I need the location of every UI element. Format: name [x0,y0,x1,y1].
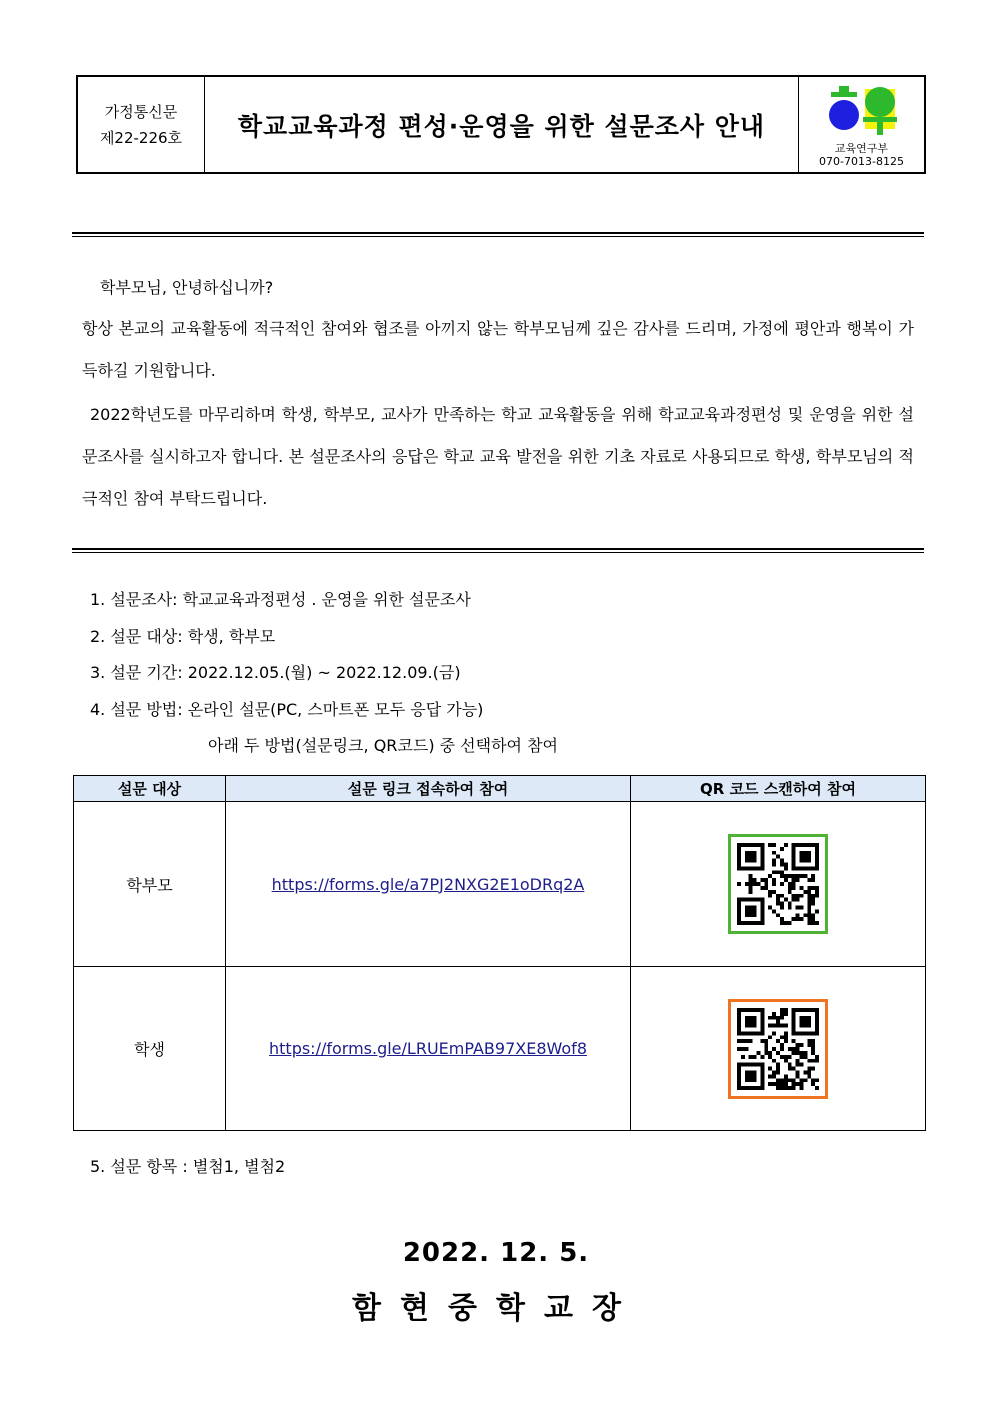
header-qr: QR 코드 스캔하여 참여 [631,776,926,802]
top-divider [72,232,924,237]
info-item-5: 5. 설문 항목 : 별첨1, 별첨2 [90,1157,286,1176]
department-phone: 070-7013-8125 [819,155,904,168]
student-qr-code-icon[interactable] [728,999,828,1099]
department-name: 교육연구부 [834,142,889,155]
row-target-parent: 학부모 [74,802,226,967]
table-row [74,967,926,1131]
header-link: 설문 링크 접속하여 참여 [226,776,631,802]
greeting: 학부모님, 안녕하십니까? [100,278,274,297]
row-qr-cell [631,967,926,1131]
survey-info-list [90,582,558,765]
row-link-cell [226,802,631,967]
survey-table [73,775,926,1131]
row-target-student: 학생 [74,967,226,1131]
issue-number-cell [78,77,205,172]
issue-date: 2022. 12. 5. [402,1238,590,1268]
issue-label: 가정통신문 [104,102,178,121]
department-cell [798,77,924,172]
parent-qr-code-icon[interactable] [728,834,828,934]
paragraph-2: 2022학년도를 마무리하며 학생, 학부모, 교사가 만족하는 학교 교육활동을 위해 학교교육과정편성 및 운영을 위한 설문조사를 실시하고자 합니다. 본 설문조사의 응답은 학교 교육 발전을 위한 기초 자료로 사용되므로 학생, 학부모님의 적극적인 참여 부탁드립니다. [82,405,914,508]
paragraph-1: 항상 본교의 교육활동에 적극적인 참여와 협조를 아끼지 않는 학부모님께 깊은 감사를 드리며, 가정에 평안과 행복이 가득하길 기원합니다. [82,319,914,380]
document-title: 학교교육과정 편성·운영을 위한 설문조사 안내 [237,111,766,141]
student-survey-link[interactable]: https://forms.gle/LRUEmPAB97XE8Wof8 [269,1039,587,1058]
info-item-1: 1. 설문조사: 학교교육과정편성 . 운영을 위한 설문조사 [90,590,471,609]
school-logo-icon [825,83,899,139]
table-header-row [74,776,926,802]
principal-signature: 함현중학교장 [352,1291,640,1326]
info-item-2: 2. 설문 대상: 학생, 학부모 [90,626,276,646]
table-row [74,802,926,967]
issue-number: 제22-226호 [99,128,183,147]
header-target: 설문 대상 [74,776,226,802]
parent-survey-link[interactable]: https://forms.gle/a7PJ2NXG2E1oDRq2A [271,874,585,894]
middle-divider [72,548,924,553]
info-item-3: 3. 설문 기간: 2022.12.05.(월) ~ 2022.12.09.(금) [90,663,461,682]
header-box [76,75,926,174]
info-item-4-sub: 아래 두 방법(설문링크, QR코드) 중 선택하여 참여 [208,736,559,755]
row-link-cell [226,967,631,1131]
purpose-paragraph [82,394,914,520]
info-item-4: 4. 설문 방법: 온라인 설문(PC, 스마트폰 모두 응답 가능) [90,699,484,719]
row-qr-cell [631,802,926,967]
intro-paragraph [82,308,914,392]
